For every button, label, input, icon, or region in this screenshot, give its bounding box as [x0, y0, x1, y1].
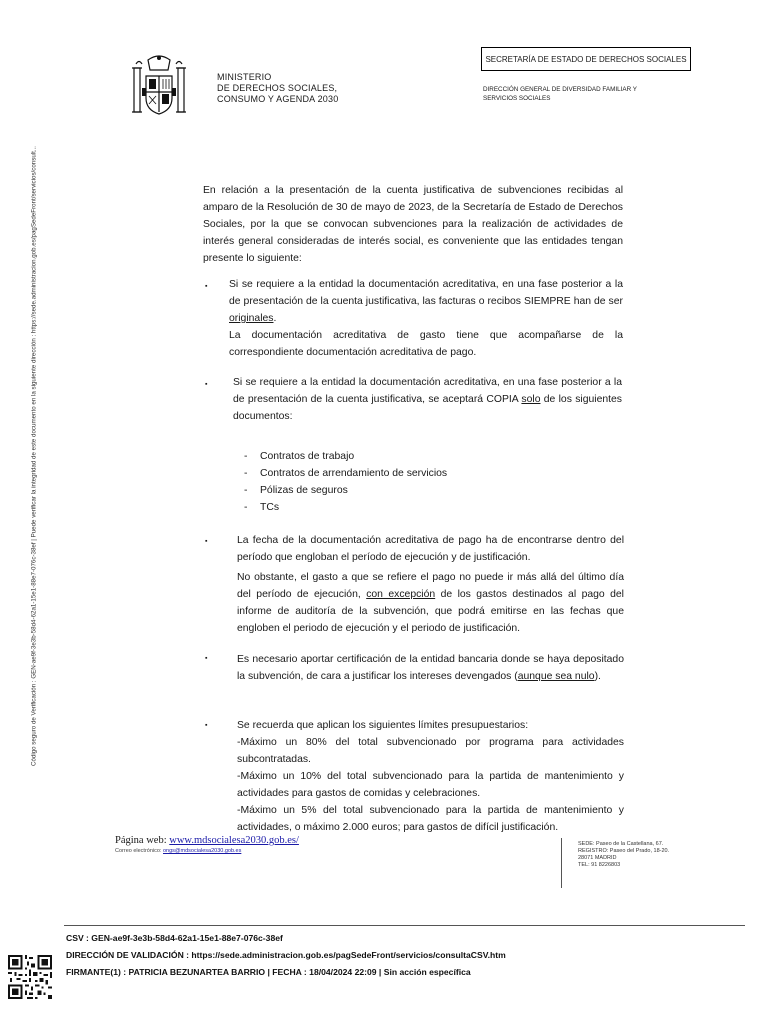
list-item: - Contratos de arrendamiento de servicios	[244, 468, 448, 479]
ministry-name	[217, 72, 338, 105]
bullet-5-line: -Máximo un 10% del total subvencionado para la partida de mantenimiento y actividades para gastos de comidas y celebraciones.	[237, 771, 624, 799]
bullet-4: Es necesario aportar certificación de la entidad bancaria donde se haya depositado la subvención, de cara a justificar los intereses devengados (aunque sea nulo).	[237, 654, 624, 682]
ministry-line: MINISTERIO	[217, 72, 272, 82]
csv-code: CSV : GEN-ae9f-3e3b-58d4-62a1-15e1-88e7-076c-38ef	[66, 933, 283, 943]
sede-line: TEL: 91 8226803	[578, 862, 621, 868]
sede-line: 28071 MADRID	[578, 855, 617, 861]
bullet-3-paragraph-1: La fecha de la documentación acreditativa de pago ha de encontrarse dentro del período que engloban el período de ejecución y de justificación.	[237, 535, 624, 563]
bullet-marker: ▪	[205, 381, 208, 388]
verification-strip-text: Código seguro de Verificación : GEN-ae9f-3e3b-58d4-62a1-15e1-88e7-076c-38ef | Puede verificar la integridad de este documento en la siguiente dirección : https://sede.administracion.gob.es/pagSedeFront/servicios/consult...	[30, 145, 38, 766]
bullet-1-paragraph-1: Si se requiere a la entidad la documentación acreditativa, en una fase posterior a la de presentación de la cuenta justificativa, las facturas o recibos SIEMPRE han de ser originales.	[229, 279, 623, 324]
csv-signer: FIRMANTE(1) : PATRICIA BEZUNARTEA BARRIO | FECHA : 18/04/2024 22:09 | Sin acción específica	[66, 967, 471, 977]
bullet-2: Si se requiere a la entidad la documentación acreditativa, en una fase posterior a la de presentación de la cuenta justificativa, se aceptará COPIA solo de los siguientes documentos:	[233, 377, 622, 422]
csv-validation-url[interactable]: DIRECCIÓN DE VALIDACIÓN : https://sede.administracion.gob.es/pagSedeFront/servicios/consultaCSV.htm	[66, 950, 506, 960]
direccion-line: SERVICIOS SOCIALES	[483, 94, 551, 102]
bullet-marker: ▪	[205, 283, 208, 290]
bullet-5	[237, 717, 624, 836]
bullet-5-line: Se recuerda que aplican los siguientes límites presupuestarios:	[237, 720, 529, 731]
document-list	[244, 448, 544, 516]
web-label: Página web:	[115, 835, 170, 846]
list-item: - Pólizas de seguros	[244, 485, 348, 496]
email-line	[115, 848, 241, 854]
verification-side-strip	[24, 88, 44, 823]
secretaria-box	[481, 47, 691, 71]
csv-block	[66, 930, 506, 981]
sede-line: SEDE: Paseo de la Castellana, 67.	[578, 841, 664, 847]
bullet-3	[237, 532, 624, 637]
email-label: Correo electrónico:	[115, 848, 163, 854]
secretaria-label: SECRETARÍA DE ESTADO DE DERECHOS SOCIALES	[485, 54, 687, 64]
coat-of-arms-icon	[128, 54, 190, 122]
bullet-marker: ▪	[205, 722, 208, 729]
list-item: - Contratos de trabajo	[244, 451, 355, 462]
bullet-marker: ▪	[205, 538, 208, 545]
sede-line: REGISTRO: Paseo del Prado, 18-20.	[578, 848, 670, 854]
direccion-line: DIRECCIÓN GENERAL DE DIVERSIDAD FAMILIAR Y	[483, 86, 637, 93]
bullet-marker: ▪	[205, 655, 208, 662]
email-link[interactable]: ongs@mdsocialesa2030.gob.es	[163, 848, 242, 854]
bullet-5-line: -Máximo un 80% del total subvencionado por programa para actividades subcontratadas.	[237, 737, 624, 765]
web-line	[115, 835, 299, 846]
qr-code-icon	[8, 955, 52, 999]
bullet-1	[229, 276, 623, 361]
ministry-line: CONSUMO Y AGENDA 2030	[217, 94, 339, 104]
bullet-1-paragraph-2: La documentación acreditativa de gasto tiene que acompañarse de la correspondiente documentación acreditativa de pago.	[229, 330, 623, 358]
ministry-line: DE DERECHOS SOCIALES,	[217, 83, 338, 93]
bullet-3-paragraph-2: No obstante, el gasto a que se refiere el pago no puede ir más allá del último día del período de ejecución, con excepción de los gastos destinados al pago del informe de auditoría de la subvención, que podrá emitirse en las fechas que engloben el periodo de ejecución y el periodo de justificación.	[237, 572, 624, 634]
sede-address	[578, 841, 669, 869]
bullet-5-line: -Máximo un 5% del total subvencionado para la partida de mantenimiento y actividades, o máximo 2.000 euros; para gastos de difícil justificación.	[237, 805, 624, 833]
csv-divider	[64, 925, 745, 926]
list-item: - TCs	[244, 502, 280, 513]
intro-paragraph: En relación a la presentación de la cuenta justificativa de subvenciones recibidas al amparo de la Resolución de 30 de mayo de 2023, de la Secretaría de Estado de Derechos Sociales, por la que se convocan subvenciones para la realización de actividades de interés general consideradas de interés social, es conveniente que las entidades tengan presente lo siguiente:	[203, 185, 623, 264]
web-link[interactable]: www.mdsocialesa2030.gob.es/	[169, 835, 299, 846]
direccion-general	[483, 86, 683, 103]
footer-divider	[561, 838, 562, 888]
